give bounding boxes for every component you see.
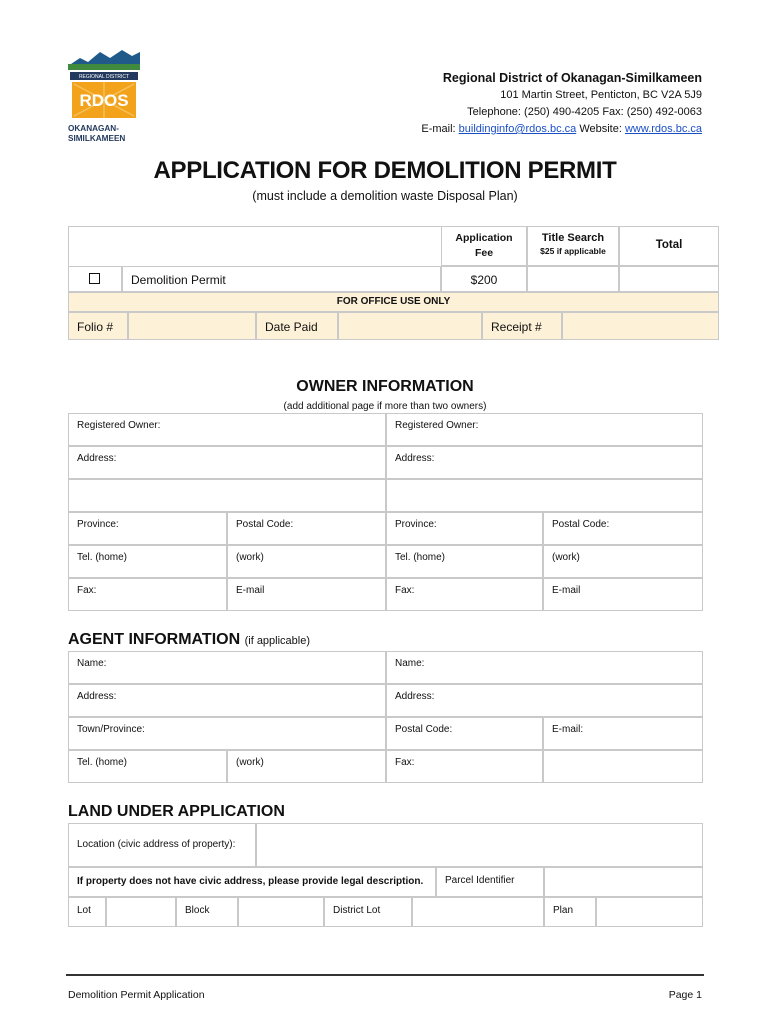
agent-fax[interactable]: Fax:	[386, 750, 543, 783]
website-label: Website:	[579, 123, 622, 135]
demolition-permit-fee: $200	[441, 266, 527, 292]
block-label: Block	[176, 897, 238, 927]
title-search-input[interactable]	[527, 266, 619, 292]
logo-line1: OKANAGAN-	[68, 124, 119, 133]
org-contact-block	[421, 70, 702, 138]
owner2-province[interactable]: Province:	[386, 512, 543, 545]
agent-email[interactable]: E-mail:	[543, 717, 703, 750]
agent-town-province[interactable]: Town/Province:	[68, 717, 386, 750]
plan-label: Plan	[544, 897, 596, 927]
org-address: 101 Martin Street, Penticton, BC V2A 5J9	[500, 89, 702, 101]
owner2-fax[interactable]: Fax:	[386, 578, 543, 611]
owner1-fax[interactable]: Fax:	[68, 578, 227, 611]
footer-page-number: Page 1	[668, 989, 702, 1001]
agent-tel-home[interactable]: Tel. (home)	[68, 750, 227, 783]
folio-label: Folio #	[68, 312, 128, 340]
agent-fax-input[interactable]	[543, 750, 703, 783]
owner1-address[interactable]: Address:	[68, 446, 386, 479]
col-title-search-note: $25 if applicable	[540, 246, 606, 256]
pid-input[interactable]	[544, 867, 703, 897]
location-input[interactable]	[256, 823, 703, 867]
agent-heading-row	[68, 631, 310, 649]
email-label: E-mail:	[421, 123, 456, 135]
owner1-tel-work[interactable]: (work)	[227, 545, 386, 578]
owner2-address-line2[interactable]	[386, 479, 703, 512]
org-name: Regional District of Okanagan-Similkameen	[442, 71, 702, 85]
owner-heading: OWNER INFORMATION	[296, 378, 474, 395]
footer-doc-name: Demolition Permit Application	[68, 989, 205, 1001]
agent1-name[interactable]: Name:	[68, 651, 386, 684]
owner2-tel-home[interactable]: Tel. (home)	[386, 545, 543, 578]
owner2-address[interactable]: Address:	[386, 446, 703, 479]
lot-input[interactable]	[106, 897, 176, 927]
total-input[interactable]	[619, 266, 719, 292]
date-paid-input[interactable]	[338, 312, 482, 340]
logo-acronym: RDOS	[79, 91, 129, 110]
owner-note: (add additional page if more than two owners)	[283, 401, 487, 412]
date-paid-label: Date Paid	[256, 312, 338, 340]
demolition-permit-label: Demolition Permit	[122, 266, 441, 292]
agent-postal-code[interactable]: Postal Code:	[386, 717, 543, 750]
agent-heading: AGENT INFORMATION	[68, 631, 241, 648]
pid-label: Parcel Identifier	[436, 867, 544, 897]
footer-divider	[66, 974, 704, 976]
org-phone: Telephone: (250) 490-4205 Fax: (250) 492-0063	[467, 106, 702, 118]
email-link[interactable]: buildinginfo@rdos.bc.ca	[458, 123, 577, 135]
col-title-search	[527, 226, 619, 266]
district-lot-input[interactable]	[412, 897, 544, 927]
office-use-banner: FOR OFFICE USE ONLY	[68, 292, 719, 312]
agent-tel-work[interactable]: (work)	[227, 750, 386, 783]
folio-input[interactable]	[128, 312, 256, 340]
block-input[interactable]	[238, 897, 324, 927]
receipt-label: Receipt #	[482, 312, 562, 340]
receipt-input[interactable]	[562, 312, 719, 340]
col-application-fee: Application Fee	[441, 226, 527, 266]
page-title: APPLICATION FOR DEMOLITION PERMIT	[153, 157, 617, 184]
col-title-search-label: Title Search	[541, 232, 605, 244]
lot-label: Lot	[68, 897, 106, 927]
org-email-line	[421, 121, 702, 138]
logo-line2: SIMILKAMEEN	[68, 134, 126, 143]
rdos-logo	[66, 44, 142, 148]
owner2-tel-work[interactable]: (work)	[543, 545, 703, 578]
owner2-email[interactable]: E-mail	[543, 578, 703, 611]
owner2-postal-code[interactable]: Postal Code:	[543, 512, 703, 545]
owner1-province[interactable]: Province:	[68, 512, 227, 545]
agent1-address[interactable]: Address:	[68, 684, 386, 717]
rdos-logo-graphic	[66, 44, 142, 148]
logo-ribbon-text: REGIONAL DISTRICT	[78, 74, 130, 80]
no-civic-note: If property does not have civic address, please provide legal description.	[68, 867, 436, 897]
land-heading: LAND UNDER APPLICATION	[68, 803, 285, 820]
owner2-registered-owner[interactable]: Registered Owner:	[386, 413, 703, 446]
website-link[interactable]: www.rdos.bc.ca	[624, 123, 702, 135]
owner1-registered-owner[interactable]: Registered Owner:	[68, 413, 386, 446]
agent2-address[interactable]: Address:	[386, 684, 703, 717]
owner1-postal-code[interactable]: Postal Code:	[227, 512, 386, 545]
agent-note: (if applicable)	[244, 635, 311, 647]
owner1-address-line2[interactable]	[68, 479, 386, 512]
plan-input[interactable]	[596, 897, 703, 927]
owner1-email[interactable]: E-mail	[227, 578, 386, 611]
agent2-name[interactable]: Name:	[386, 651, 703, 684]
owner1-tel-home[interactable]: Tel. (home)	[68, 545, 227, 578]
col-total: Total	[619, 226, 719, 266]
location-label: Location (civic address of property):	[68, 823, 256, 867]
page-subtitle: (must include a demolition waste Disposal Plan)	[252, 189, 518, 203]
district-lot-label: District Lot	[324, 897, 412, 927]
demolition-permit-checkbox-cell[interactable]	[68, 266, 122, 292]
checkbox-icon[interactable]	[89, 273, 100, 284]
